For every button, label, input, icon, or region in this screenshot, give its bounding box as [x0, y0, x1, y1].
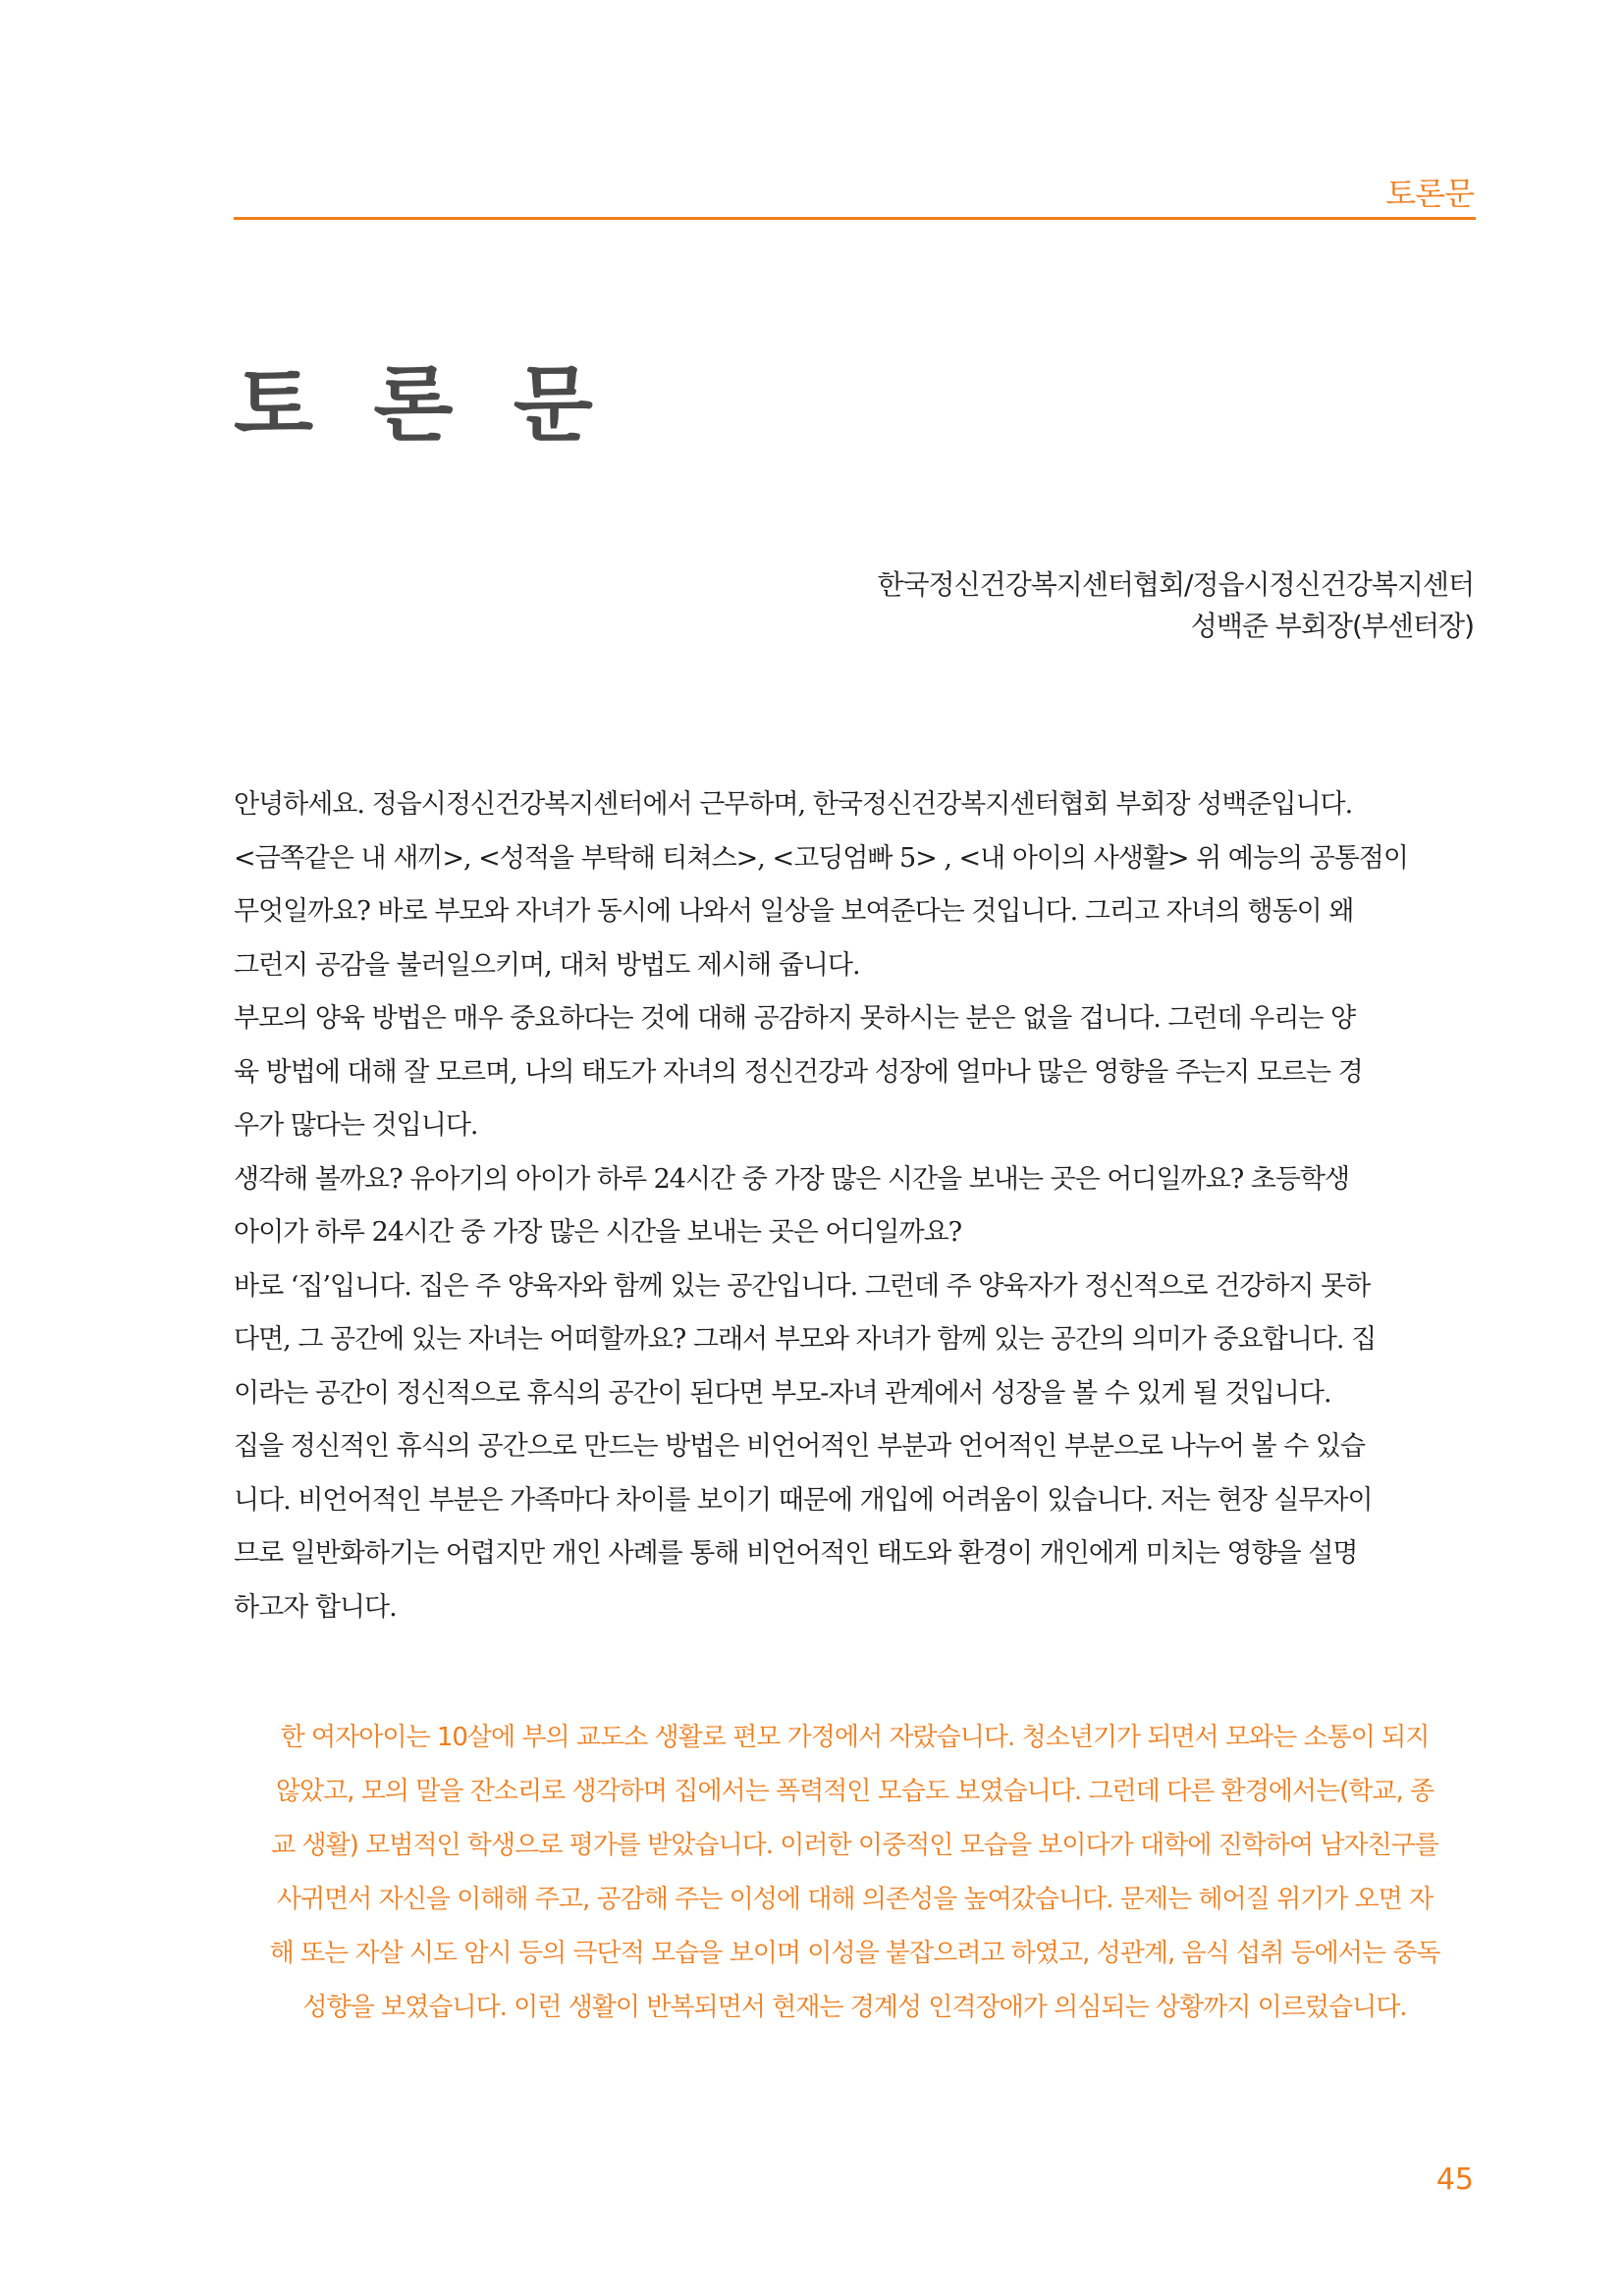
- author-affiliation: 한국정신건강복지센터협회/정읍시정신건강복지센터: [877, 568, 1474, 601]
- case-study-line: 한 여자아이는 10살에 부의 교도소 생활로 편모 가정에서 자랐습니다. 청소년기가 되면서 모와는 소통이 되지: [280, 1723, 1430, 1752]
- body-line: 생각해 볼까요? 유아기의 아이가 하루 24시간 중 가장 많은 시간을 보내는 곳은 어디일까요? 초등학생: [234, 1163, 1350, 1195]
- body-line: 무엇일까요? 바로 부모와 자녀가 동시에 나와서 일상을 보여준다는 것입니다. 그리고 자녀의 행동이 왜: [234, 896, 1354, 927]
- case-study-text: [234, 1711, 1476, 2035]
- body-line: 아이가 하루 24시간 중 가장 많은 시간을 보내는 곳은 어디일까요?: [234, 1217, 962, 1248]
- author-block: [877, 564, 1474, 647]
- author-name-role: 성백준 부회장(부센터장): [1190, 610, 1474, 642]
- case-study-line: 않았고, 모의 말을 잔소리로 생각하며 집에서는 폭력적인 모습도 보였습니다. 그런데 다른 환경에서는(학교, 종: [275, 1777, 1435, 1806]
- body-line: 집을 정신적인 휴식의 공간으로 만드는 방법은 비언어적인 부분과 언어적인 부분으로 나누어 볼 수 있습: [234, 1431, 1366, 1462]
- header-divider: [234, 217, 1476, 220]
- body-line: <금쪽같은 내 새끼>, <성적을 부탁해 티쳐스>, <고딩엄빠 5> , <내 아이의 사생활> 위 예능의 공통점이: [234, 842, 1408, 874]
- case-study-line: 사귀면서 자신을 이해해 주고, 공감해 주는 이성에 대해 의존성을 높여갔습니다. 문제는 헤어질 위기가 오면 자: [276, 1885, 1434, 1914]
- body-line: 바로 ‘집’입니다. 집은 주 양육자와 함께 있는 공간입니다. 그런데 주 양육자가 정신적으로 건강하지 못하: [234, 1270, 1371, 1302]
- case-study-line: 해 또는 자살 시도 암시 등의 극단적 모습을 보이며 이성을 붙잡으려고 하였고, 성관계, 음식 섭취 등에서는 중독: [269, 1939, 1440, 1968]
- body-line: 우가 많다는 것입니다.: [234, 1110, 478, 1141]
- page-number: 45: [1435, 2163, 1474, 2197]
- body-line: 그런지 공감을 불러일으키며, 대처 방법도 제시해 줍니다.: [234, 949, 860, 981]
- case-study-line: 교 생활) 모범적인 학생으로 평가를 받았습니다. 이러한 이중적인 모습을 보이다가 대학에 진학하여 남자친구를: [271, 1831, 1438, 1860]
- case-study-line: 성향을 보였습니다. 이런 생활이 반복되면서 현재는 경계성 인격장애가 의심되는 상황까지 이르렀습니다.: [302, 1993, 1407, 2022]
- body-line: 다면, 그 공간에 있는 자녀는 어떠할까요? 그래서 부모와 자녀가 함께 있는 공간의 의미가 중요합니다. 집: [234, 1324, 1377, 1355]
- body-line: 므로 일반화하기는 어렵지만 개인 사례를 통해 비언어적인 태도와 환경이 개인에게 미치는 영향을 설명: [234, 1538, 1358, 1569]
- body-line: 하고자 합니다.: [234, 1591, 397, 1623]
- body-line: 이라는 공간이 정신적으로 휴식의 공간이 된다면 부모-자녀 관계에서 성장을 볼 수 있게 될 것입니다.: [234, 1377, 1331, 1409]
- body-line: 니다. 비언어적인 부분은 가족마다 차이를 보이기 때문에 개입에 어려움이 있습니다. 저는 현장 실무자이: [234, 1484, 1373, 1516]
- body-line: 안녕하세요. 정읍시정신건강복지센터에서 근무하며, 한국정신건강복지센터협회 부회장 성백준입니다.: [234, 789, 1353, 820]
- page-title: 토 론 문: [234, 356, 609, 453]
- body-line: 부모의 양육 방법은 매우 중요하다는 것에 대해 공감하지 못하시는 분은 없을 겁니다. 그런데 우리는 양: [234, 1003, 1356, 1034]
- body-text: [234, 778, 1476, 1634]
- body-line: 육 방법에 대해 잘 모르며, 나의 태도가 자녀의 정신건강과 성장에 얼마나 많은 영향을 주는지 모르는 경: [234, 1056, 1363, 1088]
- section-label: 토론문: [1385, 175, 1474, 212]
